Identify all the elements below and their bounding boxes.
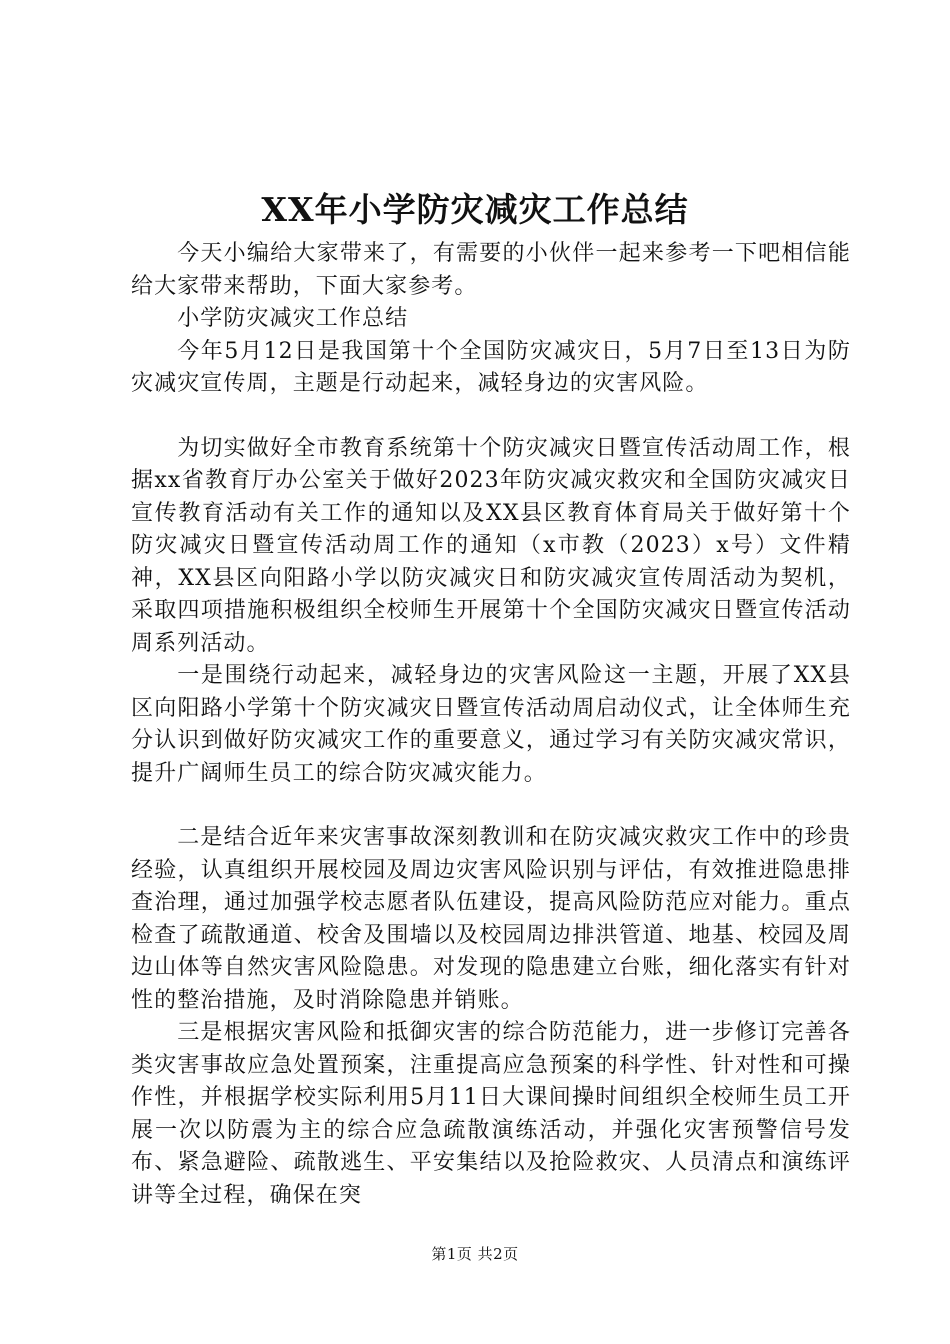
- intro-paragraph: 今天小编给大家带来了，有需要的小伙伴一起来参考一下吧相信能给大家带来帮助，下面大家参考。: [131, 241, 851, 299]
- paragraph-measure-one: 一是围绕行动起来，减轻身边的灾害风险这一主题，开展了XX县区向阳路小学第十个防灾减灾日暨宣传活动周启动仪式，让全体师生充分认识到做好防灾减灾工作的重要意义，通过学习有关防灾减灾常识，提升广阔师生员工的综合防灾减灾能力。: [131, 663, 851, 786]
- paragraph-measure-two: 二是结合近年来灾害事故深刻教训和在防灾减灾救灾工作中的珍贵经验，认真组织开展校园及周边灾害风险识别与评估，有效推进隐患排查治理，通过加强学校志愿者队伍建设，提高风险防范应对能力。重点检查了疏散通道、校舍及围墙以及校园周边排洪管道、地基、校园及周边山体等自然灾害风险隐患。对发现的隐患建立台账，细化落实有针对性的整治措施，及时消除隐患并销账。: [131, 825, 851, 1013]
- document-body: [131, 238, 851, 1212]
- paragraph-background: 为切实做好全市教育系统第十个防灾减灾日暨宣传活动周工作，根据xx省教育厅办公室关于做好2023年防灾减灾救灾和全国防灾减灾日宣传教育活动有关工作的通知以及XX县区教育体育局关于做好第十个防灾减灾日暨宣传活动周工作的通知（x市教（2023）x号）文件精神，XX县区向阳路小学以防灾减灾日和防灾减灾宣传周活动为契机，采取四项措施积极组织全校师生开展第十个全国防灾减灾日暨宣传活动周系列活动。: [131, 435, 851, 656]
- paragraph-theme: 今年5月12日是我国第十个全国防灾减灾日，5月7日至13日为防灾减灾宣传周，主题是行动起来，减轻身边的灾害风险。: [131, 338, 851, 396]
- document-title: XX年小学防灾减灾工作总结: [261, 190, 689, 229]
- page-number-footer: 第1页 共2页: [431, 1245, 519, 1263]
- paragraph-measure-three: 三是根据灾害风险和抵御灾害的综合防范能力，进一步修订完善各类灾害事故应急处置预案，注重提高应急预案的科学性、针对性和可操作性，并根据学校实际利用5月11日大课间操时间组织全校师生员工开展一次以防震为主的综合应急疏散演练活动，并强化灾害预警信号发布、紧急避险、疏散逃生、平安集结以及抢险救灾、人员清点和演练评讲等全过程，确保在突: [131, 1020, 851, 1208]
- section-heading: 小学防灾减灾工作总结: [177, 306, 409, 331]
